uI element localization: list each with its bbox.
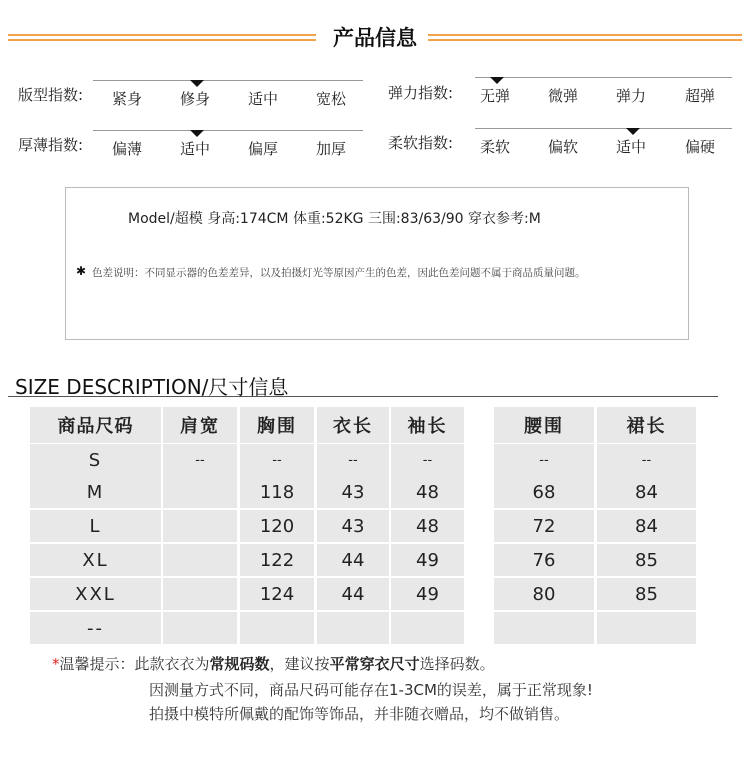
index-scale-line: [475, 77, 732, 78]
index-option: 超弹: [685, 87, 716, 105]
size-table-cell: --: [317, 444, 389, 476]
size-table-cell: [391, 612, 464, 644]
size-table-cell: [163, 476, 237, 508]
tip-line-2: 因测量方式不同，商品尺码可能存在1-3CM的误差，属于正常现象!: [149, 681, 593, 699]
size-table-cell: 72: [494, 510, 594, 542]
size-table-cell: 43: [317, 510, 389, 542]
size-table-cell: XXL: [30, 578, 161, 610]
tip-text: 此款衣衣为: [134, 655, 210, 673]
size-table-cell: 80: [494, 578, 594, 610]
size-table-cell: [317, 612, 389, 644]
index-option: 适中: [248, 90, 279, 108]
index-option: 宽松: [316, 90, 347, 108]
size-table-header: 袖长: [391, 407, 464, 443]
size-table-cell: 49: [391, 578, 464, 610]
size-table-cell: [240, 612, 314, 644]
size-table-cell: 120: [240, 510, 314, 542]
index-label: 厚薄指数:: [18, 136, 84, 154]
index-option: 偏软: [548, 138, 579, 156]
tip-text: 选择码数。: [419, 655, 495, 673]
index-label: 版型指数:: [18, 86, 84, 104]
asterisk-icon: ✱: [76, 264, 87, 278]
size-table-header: 裙长: [597, 407, 696, 443]
model-info-box: [65, 187, 689, 340]
index-option: 柔软: [480, 138, 511, 156]
selected-marker-icon: [190, 130, 204, 137]
size-table-cell: 68: [494, 476, 594, 508]
title-bar: [0, 20, 750, 54]
index-scale-line: [93, 130, 363, 131]
size-table-cell: [597, 612, 696, 644]
index-option: 适中: [616, 138, 647, 156]
tip-emphasis: 平常穿衣尺寸: [329, 655, 420, 673]
index-label: 弹力指数:: [388, 84, 454, 102]
selected-marker-icon: [490, 77, 504, 84]
page-title: 产品信息: [333, 26, 417, 50]
size-table-cell: 48: [391, 476, 464, 508]
size-table-cell: 124: [240, 578, 314, 610]
tip-text: ，建议按: [269, 655, 330, 673]
model-measurements: Model/超模 身高:174CM 体重:52KG 三围:83/63/90 穿衣参考:M: [128, 211, 541, 227]
size-table-cell: 44: [317, 544, 389, 576]
color-difference-note: 色差说明：不同显示器的色差差异，以及拍摄灯光等原因产生的色差，因此色差问题不属于商品质量问题。: [92, 267, 586, 279]
size-table-cell: [494, 612, 594, 644]
size-table-cell: --: [391, 444, 464, 476]
size-table-cell: 122: [240, 544, 314, 576]
size-table-cell: --: [163, 444, 237, 476]
tip-line-3: 拍摄中模特所佩戴的配饰等饰品，并非随衣赠品，均不做销售。: [149, 705, 570, 723]
size-table-cell: 84: [597, 476, 696, 508]
size-table-cell: --: [597, 444, 696, 476]
index-option: 偏厚: [248, 140, 279, 158]
index-scale-line: [93, 80, 363, 81]
index-option: 微弹: [548, 87, 579, 105]
index-option: 紧身: [112, 90, 143, 108]
index-option: 偏硬: [685, 138, 716, 156]
tip-emphasis: 常规码数: [209, 655, 270, 673]
size-table-cell: S: [30, 444, 161, 476]
size-table-cell: --: [240, 444, 314, 476]
size-table-cell: [163, 612, 237, 644]
size-table-header: 商品尺码: [30, 407, 161, 443]
tip-star: *: [52, 655, 60, 673]
index-option: 加厚: [316, 140, 347, 158]
index-option: 弹力: [616, 87, 647, 105]
tip-line-1: [52, 653, 495, 674]
tip-label: 温馨提示：: [59, 655, 135, 673]
index-option: 修身: [180, 90, 211, 108]
size-table-cell: M: [30, 476, 161, 508]
size-table-cell: 76: [494, 544, 594, 576]
size-table-cell: 85: [597, 578, 696, 610]
size-table-cell: XL: [30, 544, 161, 576]
index-option: 适中: [180, 140, 211, 158]
size-table-cell: 48: [391, 510, 464, 542]
size-table-header: 胸围: [240, 407, 314, 443]
size-table-cell: L: [30, 510, 161, 542]
size-table-cell: 84: [597, 510, 696, 542]
size-table-cell: --: [30, 612, 161, 644]
size-table-cell: 118: [240, 476, 314, 508]
selected-marker-icon: [190, 80, 204, 87]
size-section-heading: SIZE DESCRIPTION/尺寸信息: [15, 375, 289, 399]
index-scale-line: [475, 128, 732, 129]
size-table-cell: 85: [597, 544, 696, 576]
size-table-cell: [163, 544, 237, 576]
size-table-header: 腰围: [494, 407, 594, 443]
size-table-cell: 44: [317, 578, 389, 610]
size-table-cell: 49: [391, 544, 464, 576]
selected-marker-icon: [626, 128, 640, 135]
size-table-cell: --: [494, 444, 594, 476]
index-option: 偏薄: [112, 140, 143, 158]
size-table-header: 肩宽: [163, 407, 237, 443]
index-option: 无弹: [480, 87, 511, 105]
size-section-divider: [8, 396, 718, 397]
size-table-cell: 43: [317, 476, 389, 508]
size-table-cell: [163, 510, 237, 542]
size-table-cell: [163, 578, 237, 610]
size-table-header: 衣长: [317, 407, 389, 443]
index-label: 柔软指数:: [388, 134, 454, 152]
